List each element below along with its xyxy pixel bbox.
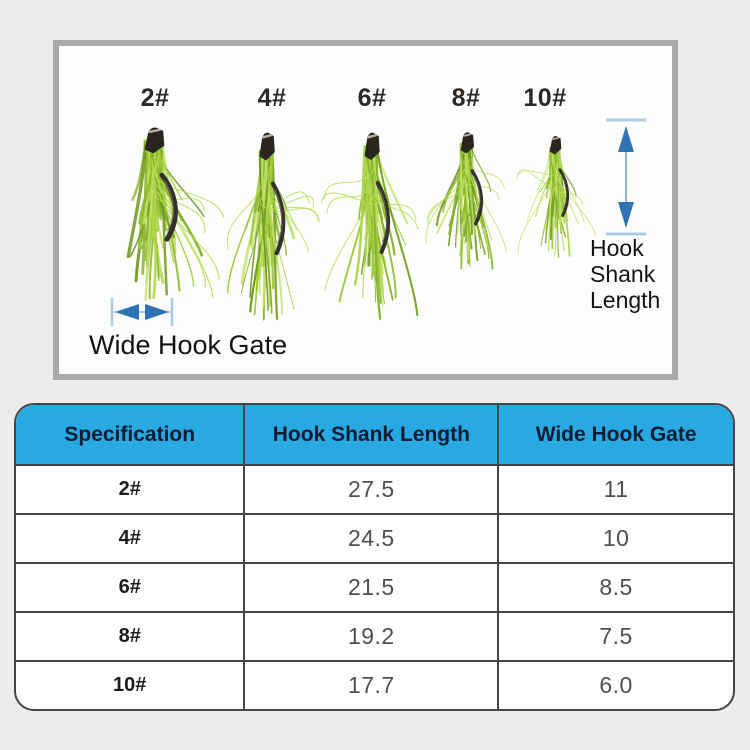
product-photo-panel bbox=[53, 40, 678, 380]
row-shank: 19.2 bbox=[245, 613, 499, 660]
table-header-row bbox=[16, 405, 733, 464]
header-wide-hook-gate: Wide Hook Gate bbox=[535, 422, 697, 446]
row-spec: 8# bbox=[16, 613, 245, 660]
wide-hook-gate-arrow-icon bbox=[109, 296, 175, 328]
hook-shank-length-label: Hook Shank Length bbox=[590, 235, 661, 313]
row-gate: 11 bbox=[603, 476, 629, 502]
row-shank: 27.5 bbox=[245, 466, 499, 513]
table-row bbox=[16, 611, 733, 660]
row-gate: 7.5 bbox=[599, 623, 633, 649]
table-row bbox=[16, 660, 733, 709]
row-spec: 6# bbox=[16, 564, 245, 611]
header-hook-shank-length: Hook Shank Length bbox=[245, 405, 499, 464]
size-label-4: 4# bbox=[257, 84, 287, 112]
wide-hook-gate-label: Wide Hook Gate bbox=[89, 330, 288, 360]
row-shank: 24.5 bbox=[245, 515, 499, 562]
hook-shank-length-arrow-icon bbox=[604, 118, 648, 236]
size-label-8: 8# bbox=[451, 84, 481, 112]
table-row bbox=[16, 562, 733, 611]
feather-jig-10-image bbox=[514, 135, 600, 267]
feather-jig-8-image bbox=[419, 131, 519, 283]
row-gate: 10 bbox=[602, 525, 630, 551]
size-label-10: 10# bbox=[523, 84, 567, 112]
row-shank: 21.5 bbox=[245, 564, 499, 611]
feather-jig-4-image bbox=[211, 131, 327, 331]
table-row bbox=[16, 464, 733, 513]
header-specification: Specification bbox=[16, 405, 245, 464]
feather-jig-2-image bbox=[83, 126, 231, 312]
specification-table bbox=[14, 403, 735, 711]
table-row bbox=[16, 513, 733, 562]
row-gate: 6.0 bbox=[599, 672, 633, 698]
size-label-6: 6# bbox=[357, 84, 387, 112]
feather-jig-6-image bbox=[317, 131, 431, 329]
size-label-2: 2# bbox=[140, 84, 170, 112]
row-shank: 17.7 bbox=[245, 662, 499, 709]
row-spec: 10# bbox=[16, 662, 245, 709]
row-spec: 4# bbox=[16, 515, 245, 562]
row-spec: 2# bbox=[16, 466, 245, 513]
row-gate: 8.5 bbox=[599, 574, 633, 600]
